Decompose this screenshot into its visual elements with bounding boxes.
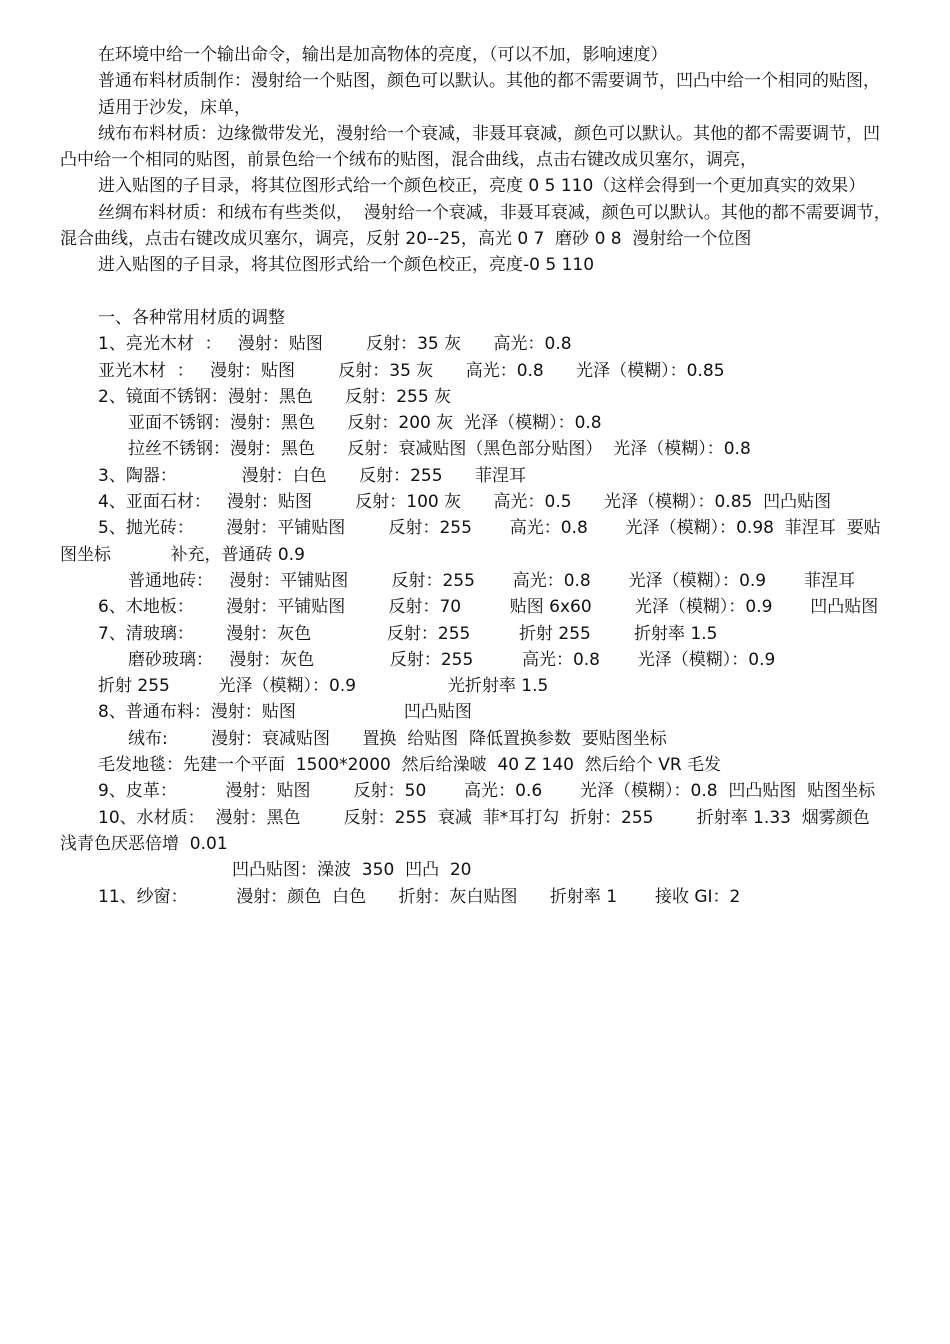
- material-line-mirror-steel: 2、镜面不锈钢：漫射：黑色 反射：255 灰: [98, 386, 452, 407]
- section-heading: 一、各种常用材质的调整: [98, 307, 285, 328]
- material-line-ceramic: 3、陶器： 漫射：白色 反射：255 菲涅耳: [98, 465, 526, 486]
- material-line-clear-glass: 7、清玻璃： 漫射：灰色 反射：255 折射 255 折射率 1.5: [98, 623, 718, 644]
- material-line-window-screen: 11、纱窗： 漫射：颜色 白色 折射：灰白贴图 折射率 1 接收 GI：2: [98, 886, 741, 907]
- material-line-matte-stone: 4、亚面石材： 漫射：贴图 反射：100 灰 高光：0.5 光泽（模糊）：0.85 凹凸贴图: [98, 492, 832, 513]
- material-line-frosted-glass: 磨砂玻璃： 漫射：灰色 反射：255 高光：0.8 光泽（模糊）：0.9: [128, 649, 776, 670]
- paragraph-silk-color-correction: 进入贴图的子目录，将其位图形式给一个颜色校正，亮度-0 5 110: [98, 255, 595, 276]
- material-line-wood-floor: 6、木地板： 漫射：平铺贴图 反射：70 贴图 6x60 光泽（模糊）：0.9 凹凸贴图: [98, 597, 879, 618]
- paragraph-velvet-color-correction: 进入贴图的子目录，将其位图形式给一个颜色校正，亮度 0 5 110（这样会得到一个更加真实的效果）: [98, 176, 866, 197]
- material-line-frosted-glass-refraction: 折射 255 光泽（模糊）：0.9 光折射率 1.5: [98, 676, 549, 697]
- material-line-common-fabric: 8、普通布料：漫射：贴图 凹凸贴图: [98, 702, 472, 723]
- material-line-water: 10、水材质： 漫射：黑色 反射：255 衰减 菲*耳打勾 折射：255 折射率 1.33 烟雾颜色 浅青色厌恶倍增 0.01: [60, 807, 881, 854]
- material-line-leather: 9、皮革： 漫射：贴图 反射：50 高光：0.6 光泽（模糊）：0.8 凹凸贴图 贴图坐标: [98, 781, 876, 802]
- paragraph-silk-material: 丝绸布料材质：和绒布有些类似， 漫射给一个衰减，非聂耳衰减，颜色可以默认。其他的都不需要调节，混合曲线，点击右键改成贝塞尔，调亮，反射 20--25，高光 0 7 磨砂 0 8 漫射给一个位图: [60, 202, 891, 250]
- paragraph-velvet-material: 绒布布料材质：边缘微带发光，漫射给一个衰减，非聂耳衰减，颜色可以默认。其他的都不需要调节，凹凸中给一个相同的贴图，前景色给一个绒布的贴图，混合曲线，点击右键改成贝塞尔，调亮，: [60, 123, 880, 171]
- material-line-glossy-wood: 1、亮光木材 ： 漫射：贴图 反射：35 灰 高光：0.8: [98, 334, 572, 355]
- material-line-velvet: 绒布: 漫射：衰减贴图 置换 给贴图 降低置换参数 要贴图坐标: [128, 728, 667, 749]
- material-line-fur-carpet: 毛发地毯：先建一个平面 1500*2000 然后给澡啵 40 Z 140 然后给个 VR 毛发: [98, 755, 722, 776]
- material-line-matte-wood: 亚光木材 ： 漫射：贴图 反射：35 灰 高光：0.8 光泽（模糊）：0.85: [98, 360, 725, 381]
- material-line-polished-tile: 5、抛光砖： 漫射：平铺贴图 反射：255 高光：0.8 光泽（模糊）：0.98 菲涅耳 要贴图坐标 补充，普通砖 0.9: [60, 518, 881, 565]
- paragraph-fabric-material: 普通布料材质制作：漫射给一个贴图，颜色可以默认。其他的都不需要调节，凹凸中给一个相同的贴图，: [98, 71, 880, 92]
- material-line-brushed-steel: 拉丝不锈钢：漫射：黑色 反射：衰减贴图（黑色部分贴图） 光泽（模糊）：0.8: [128, 439, 751, 460]
- material-line-floor-tile: 普通地砖： 漫射：平铺贴图 反射：255 高光：0.8 光泽（模糊）：0.9 菲涅耳: [128, 570, 855, 591]
- material-line-matte-steel: 亚面不锈钢：漫射：黑色 反射：200 灰 光泽（模糊）：0.8: [128, 413, 602, 434]
- spacer: [60, 279, 892, 305]
- paragraph-output-command: 在环境中给一个输出命令，输出是加高物体的亮度，（可以不加，影响速度）: [98, 45, 668, 65]
- document-page: [60, 42, 892, 910]
- material-line-water-bump: 凹凸贴图：澡波 350 凹凸 20: [232, 860, 472, 881]
- paragraph-fabric-usage: 适用于沙发，床单，: [98, 97, 251, 118]
